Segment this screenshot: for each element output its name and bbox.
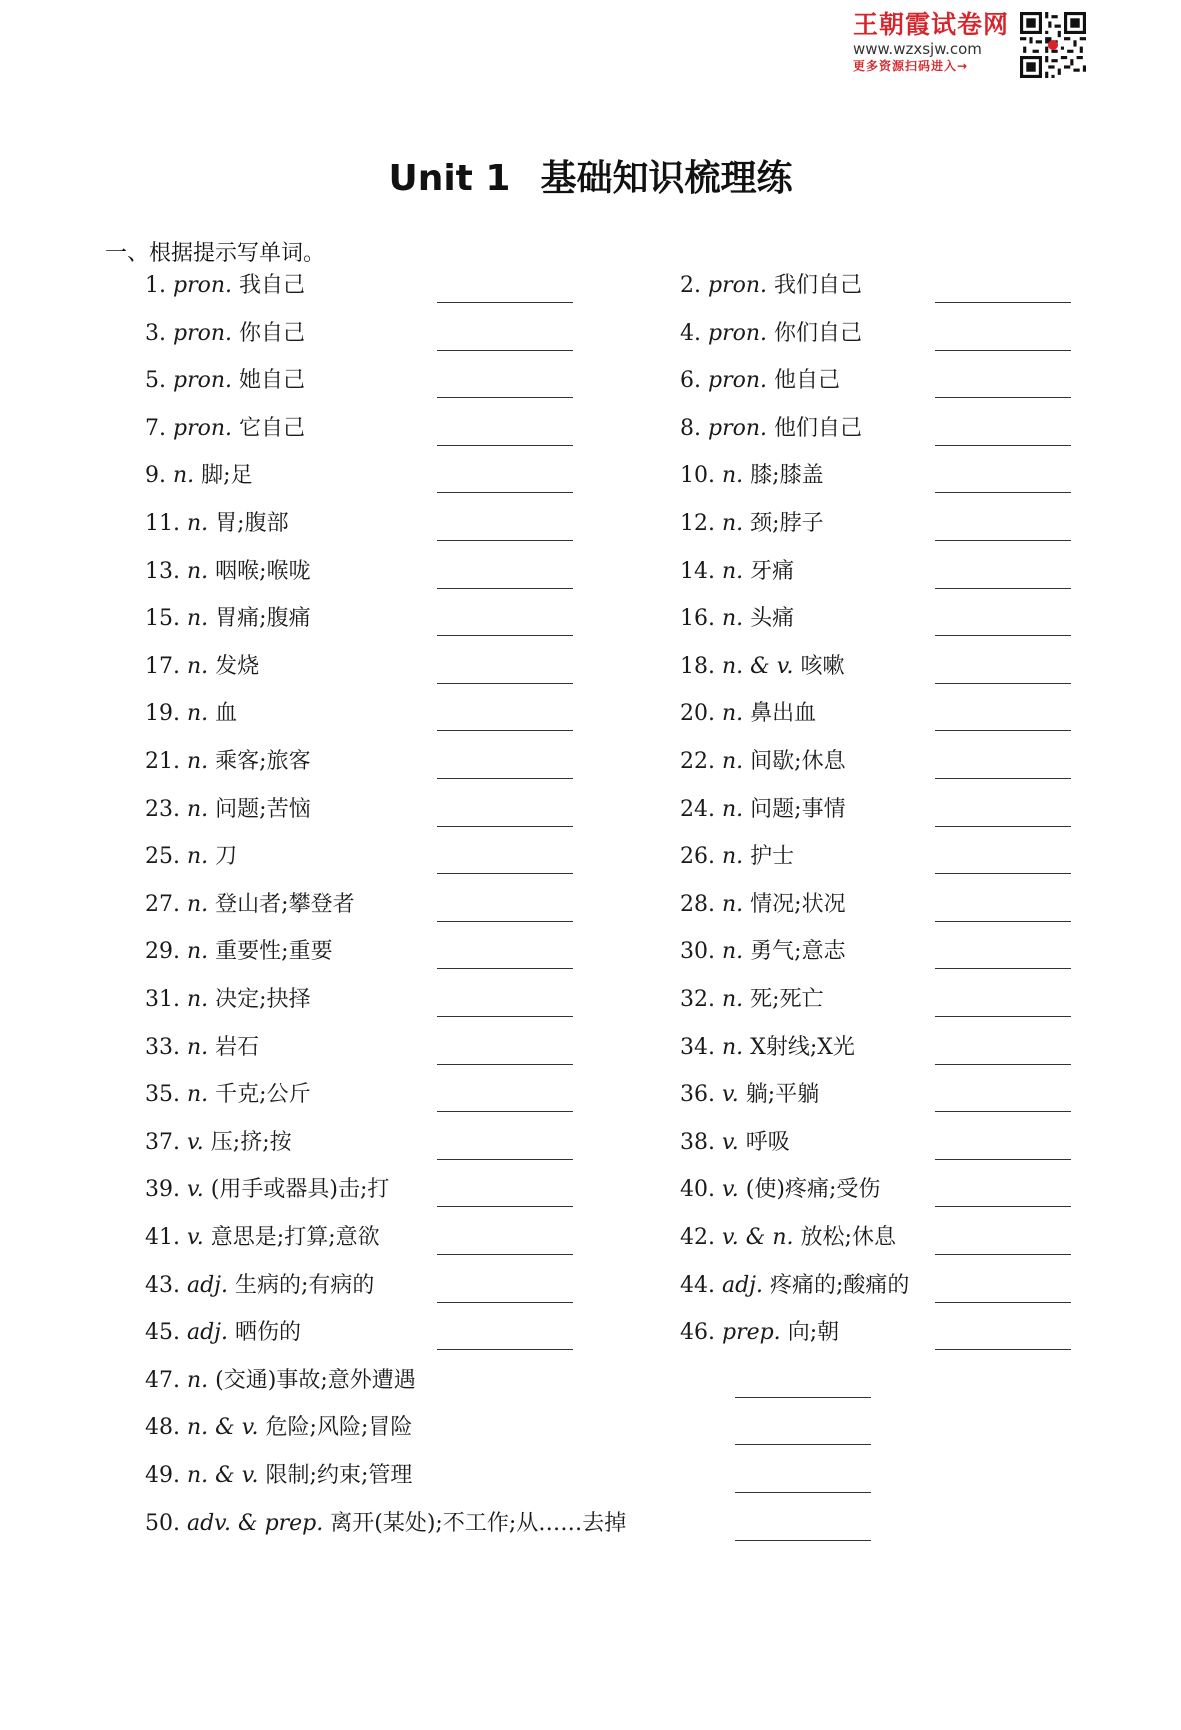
item-meaning: 压;挤;按	[210, 1129, 292, 1155]
item-number: 49.	[145, 1463, 187, 1488]
item-meaning: 情况;状况	[750, 891, 846, 917]
part-of-speech: n.	[172, 463, 195, 489]
answer-blank[interactable]	[437, 683, 573, 684]
part-of-speech: v.	[186, 1225, 204, 1250]
answer-blank[interactable]	[735, 1444, 871, 1445]
item-number: 22.	[680, 749, 722, 774]
part-of-speech: v.	[721, 1129, 739, 1155]
answer-blank[interactable]	[935, 1064, 1071, 1065]
vocab-item	[680, 461, 824, 491]
part-of-speech: n.	[186, 1082, 209, 1108]
part-of-speech: n. & v.	[186, 1415, 259, 1441]
item-number: 7.	[145, 415, 173, 441]
vocab-item	[145, 604, 311, 634]
vocab-item	[145, 1128, 292, 1158]
item-meaning: 她自己	[239, 368, 306, 394]
item-number: 40.	[680, 1177, 722, 1203]
answer-blank[interactable]	[935, 1302, 1071, 1303]
item-number: 50.	[145, 1510, 187, 1536]
vocab-item	[145, 461, 253, 491]
answer-blank[interactable]	[735, 1540, 871, 1541]
part-of-speech: adv. & prep.	[186, 1510, 324, 1536]
item-number: 16.	[680, 606, 722, 632]
answer-blank[interactable]	[437, 873, 573, 874]
item-meaning: (交通)事故;意外遭遇	[215, 1367, 416, 1393]
answer-blank[interactable]	[935, 1159, 1071, 1160]
item-number: 23.	[145, 796, 187, 822]
item-number: 30.	[680, 939, 722, 965]
item-meaning: 他们自己	[774, 415, 863, 441]
vocab-item	[145, 1413, 412, 1443]
vocab-item	[680, 271, 862, 301]
item-meaning: 我们自己	[774, 273, 863, 298]
item-number: 6.	[680, 368, 708, 394]
vocab-item	[680, 1223, 896, 1253]
vocab-item	[680, 319, 862, 349]
answer-blank[interactable]	[437, 588, 573, 589]
item-meaning: 胃痛;腹痛	[215, 606, 311, 632]
item-meaning: (用手或器具)击;打	[210, 1177, 390, 1203]
vocab-item	[145, 1509, 626, 1539]
part-of-speech: pron.	[707, 368, 767, 394]
answer-blank[interactable]	[935, 826, 1071, 827]
item-meaning: 刀	[215, 844, 238, 870]
item-number: 1.	[145, 273, 173, 298]
answer-blank[interactable]	[437, 1349, 573, 1350]
item-number: 25.	[145, 844, 187, 870]
answer-blank[interactable]	[935, 968, 1071, 969]
answer-blank[interactable]	[437, 302, 573, 303]
item-meaning: 间歇;休息	[750, 749, 846, 774]
item-meaning: 登山者;攀登者	[215, 891, 355, 917]
item-meaning: 胃;腹部	[215, 511, 289, 536]
item-meaning: 咳嗽	[800, 653, 845, 679]
part-of-speech: n.	[721, 606, 744, 632]
qr-code-icon[interactable]	[1020, 12, 1086, 78]
part-of-speech: n. & v.	[186, 1463, 259, 1488]
part-of-speech: v.	[186, 1177, 204, 1203]
vocab-item	[680, 795, 846, 825]
answer-blank[interactable]	[437, 350, 573, 351]
brand-tagline: 更多资源扫码进入→	[853, 59, 969, 73]
answer-blank[interactable]	[935, 635, 1071, 636]
answer-blank[interactable]	[935, 1349, 1071, 1350]
item-number: 21.	[145, 749, 187, 774]
part-of-speech: n.	[721, 796, 744, 822]
vocab-item	[145, 795, 311, 825]
item-meaning: 你们自己	[774, 320, 863, 346]
part-of-speech: n.	[186, 796, 209, 822]
part-of-speech: n.	[186, 844, 209, 870]
answer-blank[interactable]	[437, 1064, 573, 1065]
vocab-item	[145, 319, 305, 349]
part-of-speech: pron.	[172, 415, 232, 441]
vocab-item	[680, 842, 794, 872]
item-number: 48.	[145, 1415, 187, 1441]
answer-blank[interactable]	[735, 1397, 871, 1398]
brand-name: 王朝霞试卷网	[853, 10, 1010, 39]
item-number: 8.	[680, 415, 708, 441]
item-number: 46.	[680, 1320, 722, 1346]
vocab-item	[145, 890, 355, 920]
item-meaning: 向;朝	[787, 1320, 840, 1346]
item-meaning: 你自己	[239, 320, 306, 346]
item-meaning: 重要性;重要	[215, 939, 333, 965]
item-number: 15.	[145, 606, 187, 632]
item-number: 19.	[145, 701, 187, 727]
item-meaning: 膝;膝盖	[750, 463, 824, 489]
item-meaning: 护士	[750, 844, 795, 870]
item-meaning: 躺;平躺	[745, 1082, 820, 1108]
vocab-item	[680, 1318, 839, 1348]
vocab-item	[680, 557, 794, 587]
answer-blank[interactable]	[935, 492, 1071, 493]
vocab-item	[680, 414, 862, 444]
item-number: 39.	[145, 1177, 187, 1203]
part-of-speech: n.	[186, 749, 209, 774]
part-of-speech: pron.	[707, 415, 767, 441]
item-meaning: 岩石	[215, 1034, 260, 1060]
item-meaning: 发烧	[215, 653, 260, 679]
item-number: 18.	[680, 653, 722, 679]
vocab-item	[145, 1461, 412, 1491]
vocab-item	[145, 271, 305, 301]
item-number: 34.	[680, 1034, 722, 1060]
item-meaning: 咽喉;喉咙	[215, 558, 311, 584]
answer-blank[interactable]	[437, 826, 573, 827]
vocab-item	[145, 1366, 416, 1396]
brand-url[interactable]: www.wzxsjw.com	[853, 40, 982, 58]
item-number: 47.	[145, 1367, 187, 1393]
part-of-speech: n.	[186, 891, 209, 917]
item-meaning: 他自己	[774, 368, 841, 394]
vocab-item	[680, 604, 794, 634]
item-meaning: 放松;休息	[800, 1225, 896, 1250]
answer-blank[interactable]	[437, 730, 573, 731]
answer-blank[interactable]	[935, 1016, 1071, 1017]
part-of-speech: v.	[186, 1129, 204, 1155]
answer-blank[interactable]	[437, 1016, 573, 1017]
vocab-item	[145, 652, 259, 682]
item-number: 26.	[680, 844, 722, 870]
item-number: 29.	[145, 939, 187, 965]
item-number: 10.	[680, 463, 722, 489]
item-number: 13.	[145, 558, 187, 584]
item-number: 32.	[680, 987, 722, 1012]
item-meaning: 意思是;打算;意欲	[210, 1225, 380, 1250]
title-text: 基础知识梳理练	[540, 158, 793, 199]
vocab-item	[680, 1033, 855, 1063]
vocab-item	[145, 1318, 301, 1348]
item-number: 45.	[145, 1320, 187, 1346]
item-meaning: 它自己	[239, 415, 306, 441]
item-meaning: 离开(某处);不工作;从……去掉	[330, 1510, 627, 1536]
item-meaning: 乘客;旅客	[215, 749, 311, 774]
vocab-item	[145, 699, 237, 729]
part-of-speech: prep.	[721, 1320, 781, 1346]
answer-blank[interactable]	[935, 445, 1071, 446]
part-of-speech: n.	[721, 511, 744, 536]
item-number: 2.	[680, 273, 708, 298]
section-heading: 一、根据提示写单词。	[105, 241, 326, 266]
item-number: 11.	[145, 511, 187, 536]
item-meaning: 血	[215, 701, 238, 727]
vocab-item	[680, 985, 824, 1015]
vocab-item	[145, 1033, 259, 1063]
item-meaning: 鼻出血	[750, 701, 817, 727]
part-of-speech: n.	[721, 749, 744, 774]
vocab-item	[145, 842, 237, 872]
item-number: 3.	[145, 320, 173, 346]
part-of-speech: adj.	[186, 1272, 228, 1298]
item-meaning: 生病的;有病的	[235, 1272, 375, 1298]
item-meaning: 勇气;意志	[750, 939, 846, 965]
part-of-speech: n.	[721, 558, 744, 584]
part-of-speech: n.	[721, 701, 744, 727]
item-number: 5.	[145, 368, 173, 394]
item-number: 12.	[680, 511, 722, 536]
answer-blank[interactable]	[935, 873, 1071, 874]
vocab-item	[145, 747, 311, 777]
item-meaning: 问题;苦恼	[215, 796, 311, 822]
answer-blank[interactable]	[437, 445, 573, 446]
item-number: 33.	[145, 1034, 187, 1060]
vocab-item	[680, 366, 840, 396]
part-of-speech: n.	[721, 1034, 744, 1060]
item-meaning: 头痛	[750, 606, 795, 632]
item-meaning: 千克;公斤	[215, 1082, 311, 1108]
item-meaning: X射线;X光	[750, 1034, 855, 1060]
answer-blank[interactable]	[437, 921, 573, 922]
item-number: 36.	[680, 1082, 722, 1108]
answer-blank[interactable]	[437, 1111, 573, 1112]
answer-blank[interactable]	[935, 921, 1071, 922]
vocab-item	[680, 652, 845, 682]
item-meaning: 牙痛	[750, 558, 795, 584]
vocab-item	[145, 985, 311, 1015]
item-number: 38.	[680, 1129, 722, 1155]
item-number: 42.	[680, 1225, 722, 1250]
vocab-item	[145, 366, 305, 396]
vocab-item	[680, 747, 846, 777]
answer-blank[interactable]	[437, 1159, 573, 1160]
part-of-speech: pron.	[707, 320, 767, 346]
item-meaning: 疼痛的;酸痛的	[770, 1272, 910, 1298]
answer-blank[interactable]	[935, 1111, 1071, 1112]
part-of-speech: adj.	[721, 1272, 763, 1298]
answer-blank[interactable]	[437, 492, 573, 493]
item-number: 27.	[145, 891, 187, 917]
item-meaning: 限制;约束;管理	[265, 1463, 413, 1488]
item-number: 20.	[680, 701, 722, 727]
answer-blank[interactable]	[935, 302, 1071, 303]
part-of-speech: n.	[186, 606, 209, 632]
vocab-item	[145, 414, 305, 444]
item-meaning: 我自己	[239, 273, 306, 298]
item-number: 9.	[145, 463, 173, 489]
item-meaning: 死;死亡	[750, 987, 824, 1012]
item-meaning: 呼吸	[745, 1129, 790, 1155]
part-of-speech: pron.	[172, 368, 232, 394]
answer-blank[interactable]	[735, 1492, 871, 1493]
vocab-item	[145, 1271, 374, 1301]
vocab-item	[680, 699, 816, 729]
part-of-speech: n.	[186, 1367, 209, 1393]
part-of-speech: n.	[186, 987, 209, 1012]
answer-blank[interactable]	[437, 635, 573, 636]
vocab-item	[145, 1175, 389, 1205]
part-of-speech: v. & n.	[721, 1225, 794, 1250]
part-of-speech: n.	[721, 939, 744, 965]
vocab-item	[680, 890, 846, 920]
page-title	[0, 150, 1181, 201]
answer-blank[interactable]	[935, 778, 1071, 779]
part-of-speech: n.	[186, 1034, 209, 1060]
part-of-speech: pron.	[172, 320, 232, 346]
part-of-speech: n.	[186, 653, 209, 679]
vocab-item	[145, 1223, 380, 1253]
answer-blank[interactable]	[935, 683, 1071, 684]
vocab-item	[680, 1175, 880, 1205]
item-meaning: (使)疼痛;受伤	[745, 1177, 881, 1203]
vocab-item	[145, 937, 333, 967]
part-of-speech: n.	[186, 701, 209, 727]
answer-blank[interactable]	[935, 588, 1071, 589]
vocab-item	[145, 557, 311, 587]
answer-blank[interactable]	[935, 540, 1071, 541]
answer-blank[interactable]	[935, 730, 1071, 731]
item-number: 35.	[145, 1082, 187, 1108]
vocab-item	[145, 509, 289, 539]
vocab-item	[680, 1080, 819, 1110]
part-of-speech: n.	[721, 987, 744, 1012]
item-meaning: 危险;风险;冒险	[265, 1415, 413, 1441]
vocab-item	[680, 1271, 909, 1301]
vocab-item	[680, 937, 846, 967]
unit-label: Unit 1	[388, 158, 511, 199]
item-number: 4.	[680, 320, 708, 346]
item-number: 24.	[680, 796, 722, 822]
vocab-item	[145, 1080, 311, 1110]
part-of-speech: pron.	[172, 273, 232, 298]
answer-blank[interactable]	[437, 1254, 573, 1255]
item-number: 37.	[145, 1129, 187, 1155]
part-of-speech: pron.	[707, 273, 767, 298]
item-meaning: 颈;脖子	[750, 511, 824, 536]
vocab-item	[680, 509, 824, 539]
item-number: 44.	[680, 1272, 722, 1298]
answer-blank[interactable]	[935, 1254, 1071, 1255]
answer-blank[interactable]	[437, 778, 573, 779]
answer-blank[interactable]	[935, 350, 1071, 351]
answer-blank[interactable]	[935, 397, 1071, 398]
item-meaning: 问题;事情	[750, 796, 846, 822]
item-meaning: 决定;抉择	[215, 987, 311, 1012]
item-number: 31.	[145, 987, 187, 1012]
part-of-speech: v.	[721, 1082, 739, 1108]
part-of-speech: n.	[186, 939, 209, 965]
item-meaning: 脚;足	[201, 463, 253, 489]
answer-blank[interactable]	[437, 540, 573, 541]
part-of-speech: n.	[721, 891, 744, 917]
answer-blank[interactable]	[935, 1206, 1071, 1207]
item-number: 14.	[680, 558, 722, 584]
item-number: 28.	[680, 891, 722, 917]
item-number: 43.	[145, 1272, 187, 1298]
answer-blank[interactable]	[437, 968, 573, 969]
vocab-item	[680, 1128, 790, 1158]
item-number: 41.	[145, 1225, 187, 1250]
answer-blank[interactable]	[437, 1302, 573, 1303]
part-of-speech: n.	[186, 558, 209, 584]
answer-blank[interactable]	[437, 1206, 573, 1207]
part-of-speech: n. & v.	[721, 653, 794, 679]
part-of-speech: n.	[721, 844, 744, 870]
answer-blank[interactable]	[437, 397, 573, 398]
part-of-speech: v.	[721, 1177, 739, 1203]
part-of-speech: adj.	[186, 1320, 228, 1346]
item-number: 17.	[145, 653, 187, 679]
part-of-speech: n.	[186, 511, 209, 536]
site-logo[interactable]	[853, 10, 1010, 74]
item-meaning: 晒伤的	[235, 1320, 302, 1346]
part-of-speech: n.	[721, 463, 744, 489]
